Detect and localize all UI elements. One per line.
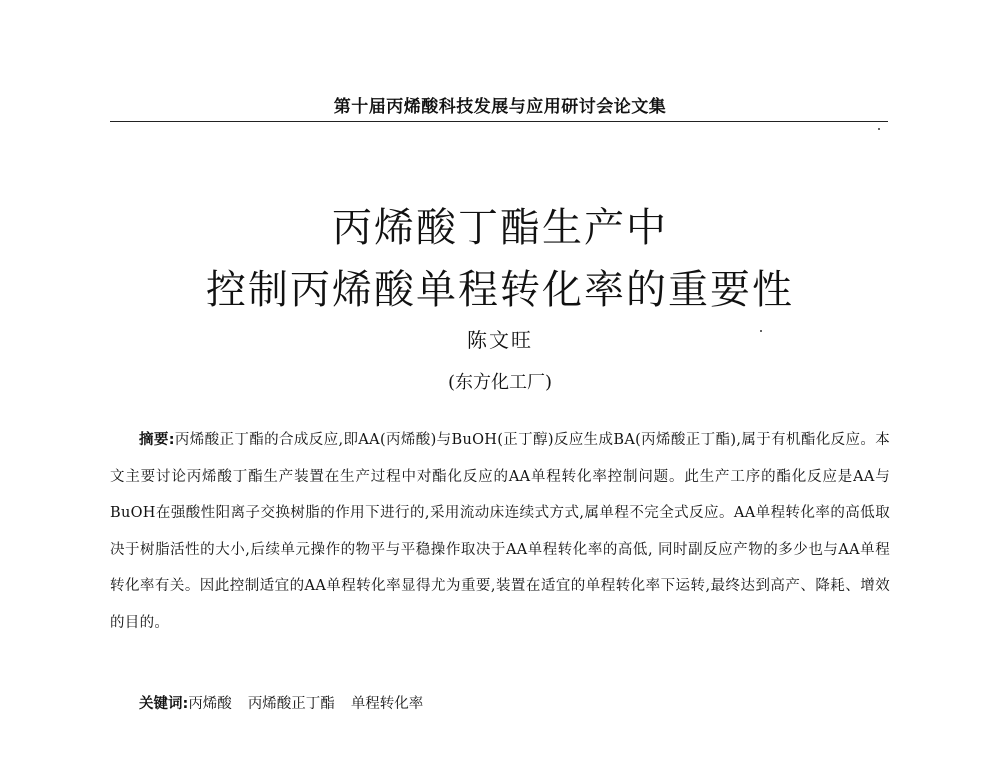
abstract-text: 丙烯酸正丁酯的合成反应,即AA(丙烯酸)与BuOH(正丁醇)反应生成BA(丙烯酸正丁酯),属于有机酯化反应。本文主要讨论丙烯酸丁酯生产装置在生产过程中对酯化反应的AA单程转化率控制问题。此生产工序的酯化反应是AA与BuOH在强酸性阳离子交换树脂的作用下进行的,采用流动床连续式方式,属单程不完全式反应。AA单程转化率的高低取决于树脂活性的大小,后续单元操作的物平与平稳操作取决于AA单程转化率的高低, 同时副反应产物的多少也与AA单程转化率有关。因此控制适宜的AA单程转化率显得尤为重要,装置在适宜的单程转化率下运转,最终达到高产、降耗、增效的目的。 (110, 432, 890, 631)
running-header: 第十届丙烯酸科技发展与应用研讨会论文集 (333, 97, 667, 117)
abstract (110, 422, 890, 642)
keywords-label: 关键词: (139, 696, 189, 712)
keyword: 丙烯酸 (188, 696, 232, 712)
scan-speck (878, 128, 880, 130)
abstract-label: 摘要: (139, 432, 175, 448)
title-line-1: 丙烯酸丁酯生产中 (332, 205, 668, 251)
keyword: 单程转化率 (350, 696, 424, 712)
author: 陈文旺 (467, 328, 533, 352)
title-line-2: 控制丙烯酸单程转化率的重要性 (206, 267, 794, 313)
keywords (110, 692, 890, 716)
header-rule (110, 121, 888, 122)
affiliation: (东方化工厂) (447, 372, 553, 393)
keyword: 丙烯酸正丁酯 (247, 696, 335, 712)
